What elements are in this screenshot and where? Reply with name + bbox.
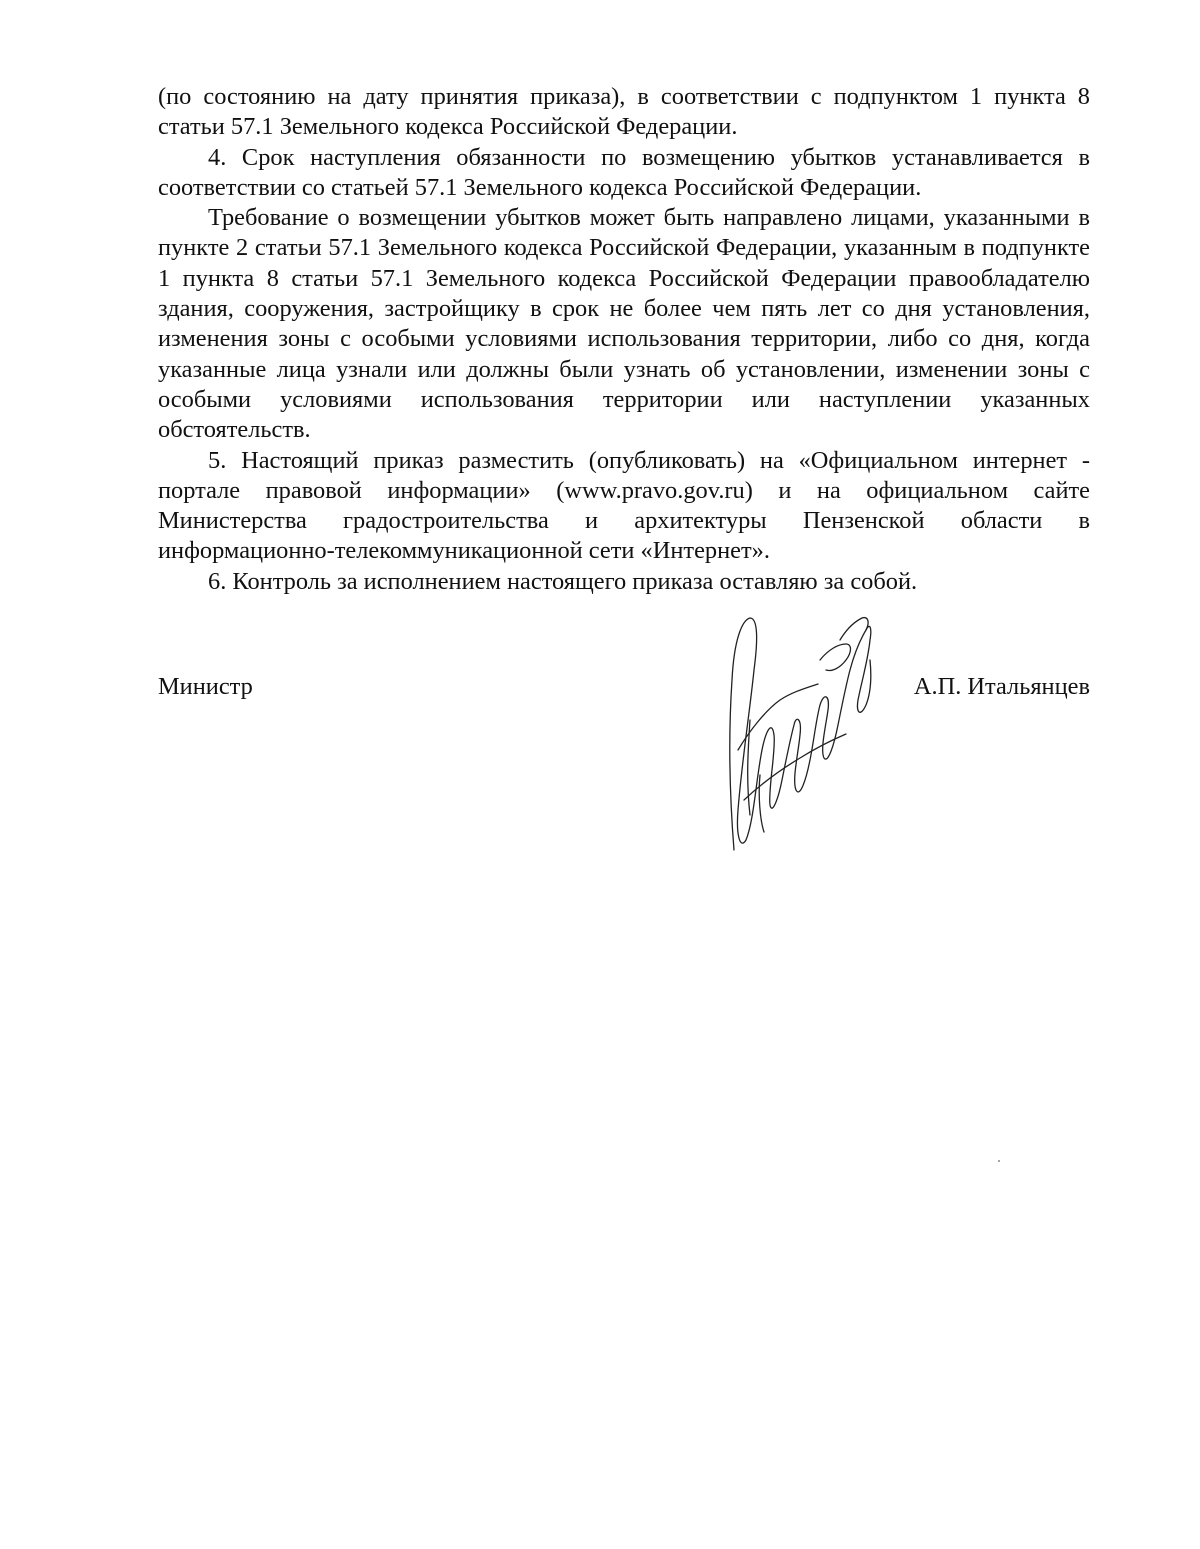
scan-speck <box>998 1160 1000 1162</box>
paragraph-item-6: 6. Контроль за исполнением настоящего приказа оставляю за собой. <box>208 567 918 595</box>
paragraph-item-4: 4. Срок наступления обязанности по возмещению убытков устанавливается в соответствии со статьей 57.1 Земельного кодекса Российской Федерации. <box>158 143 1090 201</box>
signature-block <box>158 672 1090 712</box>
paragraph-damages-claim: Требование о возмещении убытков может быть направлено лицами, указанными в пункте 2 статьи 57.1 Земельного кодекса Российской Федерации, указанным в подпункте 1 пункта 8 статьи 57.1 Земельного кодекса Российской Федерации правообладателю здания, сооружения, застройщику в срок не более чем пять лет со дня установления, изменения зоны с особыми условиями использования территории, либо со дня, когда указанные лица узнали или должны были узнать об установлении, изменении зоны с особыми условиями использования территории или наступлении указанных обстоятельств. <box>158 204 1090 444</box>
paragraph-continuation: (по состоянию на дату принятия приказа), в соответствии с подпунктом 1 пункта 8 статьи 57.1 Земельного кодекса Российской Федерации. <box>158 83 1090 141</box>
document-body <box>158 82 1090 597</box>
signer-name: А.П. Итальянцев <box>913 673 1090 700</box>
handwritten-signature <box>720 600 880 860</box>
signer-position: Министр <box>158 673 253 700</box>
paragraph-item-5: 5. Настоящий приказ разместить (опубликовать) на «Официальном интернет - портале правовой информации» (www.pravo.gov.ru) и на официальном сайте Министерства градостроительства и архитектуры Пензенской области в информационно-телекоммуникационной сети «Интернет». <box>158 446 1090 565</box>
